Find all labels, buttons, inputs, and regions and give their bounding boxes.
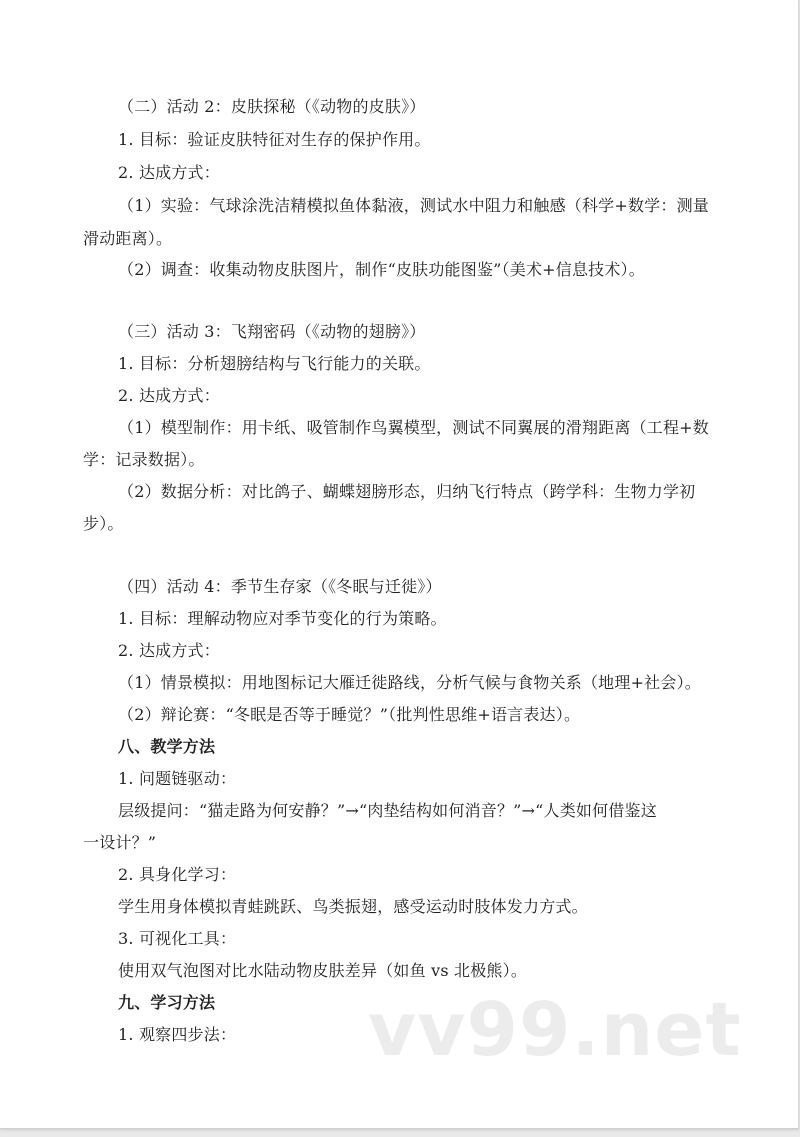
section-9-item-1: 1. 观察四步法： [118,1025,237,1044]
activity-3-item-1-line-1: （1）模型制作：用卡纸、吸管制作鸟翼模型，测试不同翼展的滑翔距离（工程+数 [118,418,709,437]
section-8-item-1-text-line-1: 层级提问：“猫走路为何安静？”→“肉垫结构如何消音？”→“人类如何借鉴这 [118,801,657,820]
activity-2-method-label: 2. 达成方式： [118,163,220,182]
activity-3-method-label: 2. 达成方式： [118,386,220,405]
section-8-item-1: 1. 问题链驱动： [118,769,237,788]
section-8-item-3: 3. 可视化工具： [118,929,237,948]
activity-3-item-2-line-2: 步）。 [83,514,124,533]
activity-4-title: （四）活动 4：季节生存家（《冬眠与迁徙》） [118,577,442,596]
watermark: vv99.net [368,987,742,1073]
activity-2-item-2: （2）调查：收集动物皮肤图片，制作“皮肤功能图鉴”（美术+信息技术）。 [118,260,645,279]
activity-3-item-1-line-2: 学：记录数据）。 [83,450,205,469]
section-8-item-2: 2. 具身化学习： [118,865,237,884]
section-8-item-3-text: 使用双气泡图对比水陆动物皮肤差异（如鱼 vs 北极熊）。 [118,961,528,980]
activity-2-item-1-line-1: （1）实验：气球涂洗洁精模拟鱼体黏液，测试水中阻力和触感（科学+数学：测量 [118,196,709,215]
section-9-heading: 九、学习方法 [118,993,216,1012]
activity-2-title: （二）活动 2：皮肤探秘（《动物的皮肤》） [118,97,426,116]
section-8-item-1-text-line-2: 一设计？” [83,833,157,852]
activity-2-item-1-line-2: 滑动距离）。 [83,229,173,248]
activity-3-item-2-line-1: （2）数据分析：对比鸽子、蝴蝶翅膀形态，归纳飞行特点（跨学科：生物力学初 [118,482,696,501]
activity-2-goal: 1. 目标：验证皮肤特征对生存的保护作用。 [118,130,431,149]
activity-3-goal: 1. 目标：分析翅膀结构与飞行能力的关联。 [118,354,431,373]
activity-3-title: （三）活动 3：飞翔密码（《动物的翅膀》） [118,322,426,341]
activity-4-method-label: 2. 达成方式： [118,641,220,660]
section-8-heading: 八、教学方法 [118,737,216,756]
activity-4-item-1: （1）情景模拟：用地图标记大雁迁徙路线，分析气候与食物关系（地理+社会）。 [118,673,701,692]
section-8-item-2-text: 学生用身体模拟青蛙跳跃、鸟类振翅，感受运动时肢体发力方式。 [118,897,588,916]
activity-4-item-2: （2）辩论赛：“冬眠是否等于睡觉？”（批判性思维+语言表达）。 [118,705,581,724]
activity-4-goal: 1. 目标：理解动物应对季节变化的行为策略。 [118,609,447,628]
